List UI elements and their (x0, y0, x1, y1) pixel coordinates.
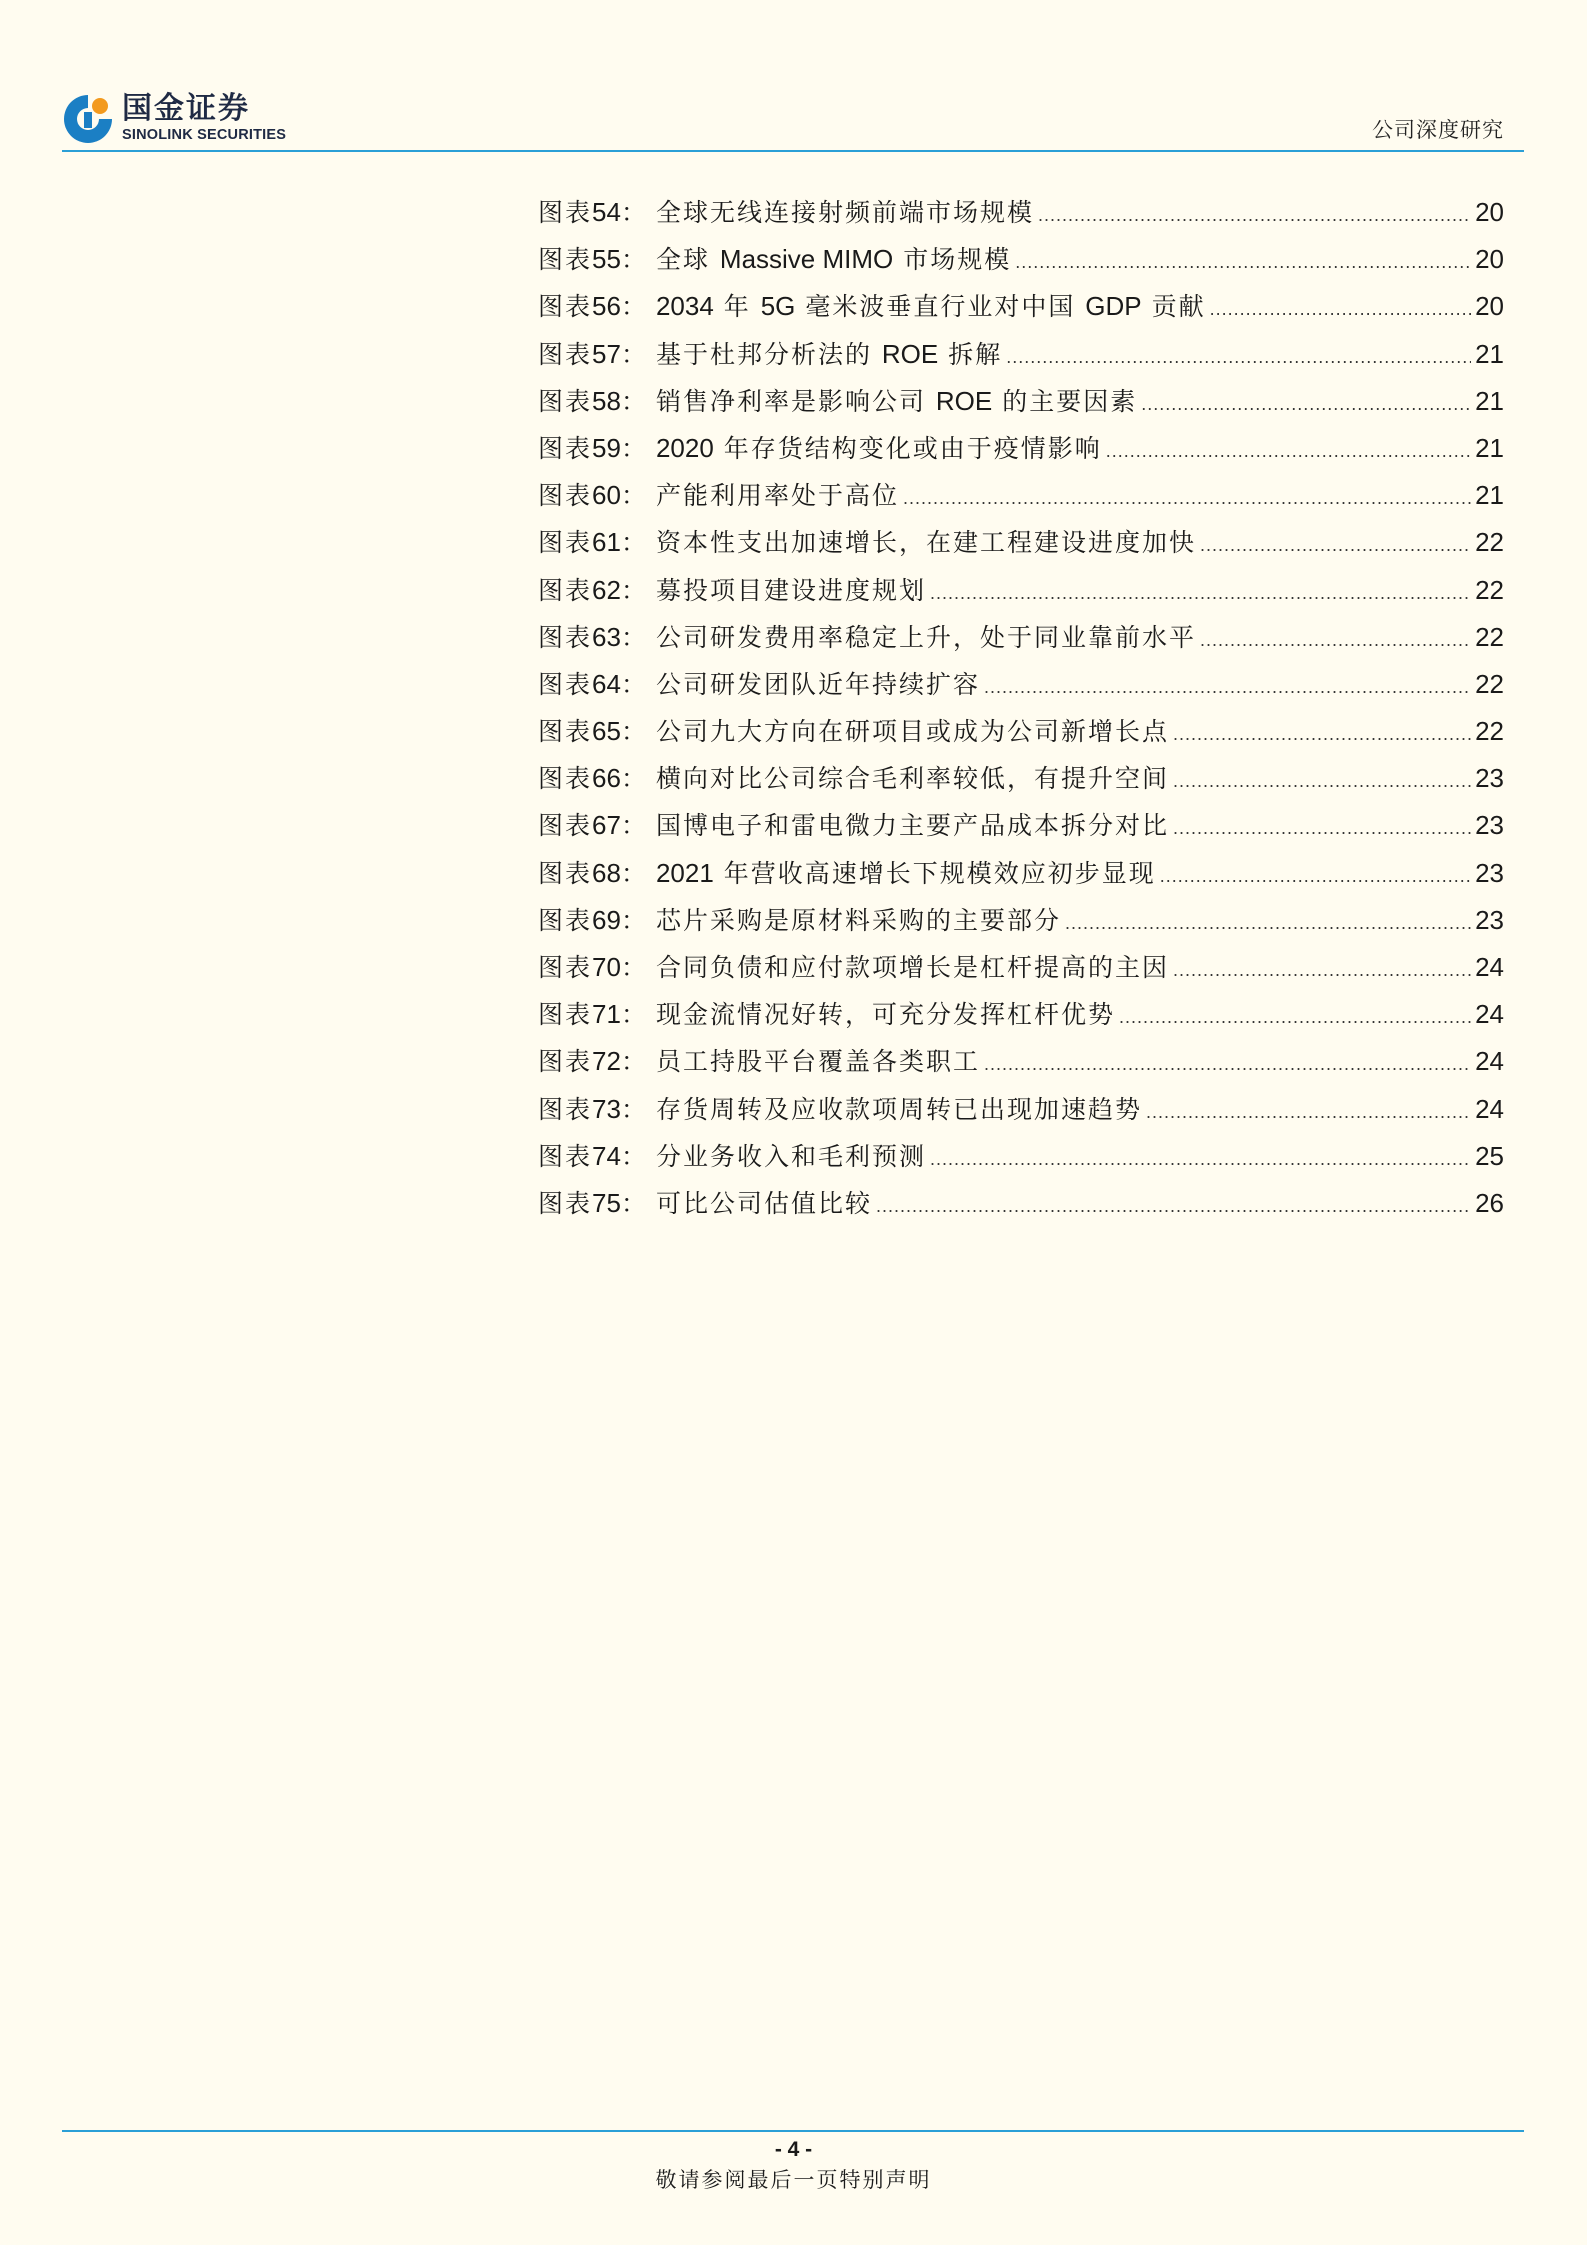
toc-entry-number: 74 (592, 1140, 621, 1171)
toc-entry-prefix: 图表 (538, 905, 593, 935)
toc-entry-number: 66 (592, 763, 621, 794)
toc-entry-colon: ： (620, 433, 646, 463)
toc-entry-colon: ： (620, 386, 646, 416)
toc-entry-title: 存货周转及应收款项周转已出现加速趋势 (655, 1094, 1142, 1124)
toc-dot-leader (1106, 428, 1471, 475)
toc-entry-page: 24 (1475, 999, 1504, 1030)
toc-dot-leader (1173, 758, 1471, 805)
toc-entry-page: 21 (1475, 385, 1504, 416)
toc-entry-number: 72 (592, 1046, 621, 1077)
toc-dot-leader (984, 1041, 1471, 1088)
toc-entry-title: 2021 年营收高速增长下规模效应初步显现 (655, 857, 1156, 888)
toc-entry-colon: ： (620, 717, 646, 747)
toc-entry[interactable] (538, 1133, 1504, 1180)
toc-entry-prefix: 图表 (538, 1000, 593, 1030)
toc-entry-prefix: 图表 (538, 1094, 593, 1124)
toc-entry-prefix: 图表 (538, 386, 593, 416)
toc-entry-prefix: 图表 (538, 953, 593, 982)
toc-entry-prefix: 图表 (538, 528, 593, 558)
toc-entry-title: 基于杜邦分析法的 ROE 拆解 (655, 338, 1003, 369)
toc-dot-leader (1015, 239, 1471, 286)
toc-dot-leader (1146, 1089, 1471, 1136)
toc-dot-leader (1210, 286, 1471, 333)
toc-entry-number: 70 (592, 952, 621, 982)
toc-entry[interactable] (538, 1086, 1504, 1133)
toc-entry-prefix: 图表 (538, 292, 593, 322)
toc-entry-title: 合同负债和应付款项增长是杠杆提高的主因 (655, 953, 1169, 982)
toc-entry-colon: ： (620, 339, 646, 369)
toc-entry-title: 2020 年存货结构变化或由于疫情影响 (655, 432, 1102, 463)
toc-entry[interactable] (538, 708, 1504, 755)
toc-entry-prefix: 图表 (538, 811, 593, 841)
toc-entry-prefix: 图表 (538, 339, 593, 369)
logo-chinese-name: 国金证券 (122, 91, 250, 126)
toc-dot-leader (876, 1183, 1471, 1230)
toc-entry[interactable] (538, 519, 1504, 566)
toc-entry-colon: ： (620, 1141, 646, 1171)
toc-entry-number: 54 (592, 197, 621, 227)
toc-entry-title: 现金流情况好转，可充分发挥杠杆优势 (655, 1000, 1115, 1030)
toc-entry-colon: ： (620, 953, 646, 982)
toc-entry-prefix: 图表 (538, 764, 593, 794)
toc-dot-leader (1006, 334, 1471, 381)
toc-entry-page: 20 (1475, 244, 1504, 275)
toc-entry-page: 22 (1475, 621, 1504, 652)
toc-entry[interactable] (538, 236, 1504, 283)
sinolink-logo (62, 90, 286, 146)
toc-entry-number: 60 (592, 480, 621, 511)
header-divider (62, 150, 1524, 152)
toc-entry[interactable] (538, 425, 1504, 472)
sinolink-logo-icon (62, 92, 114, 144)
toc-entry-page: 25 (1475, 1140, 1504, 1171)
toc-entry[interactable] (538, 1038, 1504, 1085)
toc-entry[interactable] (538, 283, 1504, 330)
toc-entry-colon: ： (620, 622, 646, 652)
toc-entry-colon: ： (620, 811, 646, 841)
toc-entry-page: 21 (1475, 338, 1504, 369)
toc-entry-prefix: 图表 (538, 575, 593, 605)
toc-entry-page: 22 (1475, 716, 1504, 747)
toc-entry-page: 22 (1475, 574, 1504, 605)
toc-entry-title: 全球 Massive MIMO 市场规模 (655, 244, 1012, 275)
toc-dot-leader (930, 1136, 1471, 1183)
toc-entry-prefix: 图表 (538, 1047, 593, 1077)
toc-entry-title: 资本性支出加速增长，在建工程建设进度加快 (655, 528, 1196, 558)
toc-entry-title: 公司九大方向在研项目或成为公司新增长点 (655, 717, 1169, 747)
figure-list (538, 189, 1504, 1227)
toc-entry[interactable] (538, 189, 1504, 236)
toc-entry-colon: ： (620, 1188, 646, 1218)
toc-entry-number: 68 (592, 857, 621, 888)
toc-entry-prefix: 图表 (538, 669, 593, 699)
toc-entry-page: 22 (1475, 668, 1504, 699)
toc-entry-title: 芯片采购是原材料采购的主要部分 (655, 905, 1061, 935)
toc-entry-number: 59 (592, 432, 621, 463)
toc-entry-prefix: 图表 (538, 1188, 593, 1218)
toc-entry-colon: ： (620, 858, 646, 888)
toc-dot-leader (1160, 853, 1471, 900)
toc-entry-page: 24 (1475, 1046, 1504, 1077)
toc-dot-leader (930, 570, 1471, 617)
toc-dot-leader (1173, 805, 1471, 852)
toc-entry-colon: ： (620, 1047, 646, 1077)
footer-disclaimer: 敬请参阅最后一页特别声明 (655, 2168, 932, 2192)
toc-dot-leader (1141, 381, 1471, 428)
toc-entry-page: 20 (1475, 291, 1504, 322)
toc-entry-colon: ： (620, 1000, 646, 1030)
toc-entry-prefix: 图表 (538, 198, 593, 227)
toc-dot-leader (1200, 522, 1471, 569)
toc-entry-page: 23 (1475, 810, 1504, 841)
toc-entry-title: 员工持股平台覆盖各类职工 (655, 1047, 980, 1077)
toc-entry-colon: ： (620, 481, 646, 511)
toc-entry-colon: ： (620, 245, 646, 275)
toc-entry-prefix: 图表 (538, 622, 593, 652)
toc-entry-number: 61 (592, 527, 621, 558)
toc-entry-number: 71 (592, 999, 621, 1030)
toc-entry-title: 公司研发费用率稳定上升，处于同业靠前水平 (655, 622, 1196, 652)
toc-entry-title: 横向对比公司综合毛利率较低，有提升空间 (655, 764, 1169, 794)
toc-entry-page: 23 (1475, 857, 1504, 888)
toc-entry-colon: ： (620, 575, 646, 605)
toc-entry[interactable] (538, 614, 1504, 661)
toc-entry-page: 22 (1475, 527, 1504, 558)
toc-entry[interactable] (538, 850, 1504, 897)
toc-entry-colon: ： (620, 292, 646, 322)
toc-entry-colon: ： (620, 905, 646, 935)
toc-entry[interactable] (538, 661, 1504, 708)
toc-entry-page: 24 (1475, 1093, 1504, 1124)
toc-entry[interactable] (538, 755, 1504, 802)
toc-entry-page: 24 (1475, 952, 1504, 982)
toc-entry-colon: ： (620, 669, 646, 699)
document-type: 公司深度研究 (1372, 118, 1504, 142)
page-number: - 4 - (774, 2138, 813, 2161)
toc-entry-title: 公司研发团队近年持续扩容 (655, 669, 980, 699)
toc-entry-number: 62 (592, 574, 621, 605)
toc-entry-number: 73 (592, 1093, 621, 1124)
toc-entry[interactable] (538, 991, 1504, 1038)
toc-entry-prefix: 图表 (538, 481, 593, 511)
toc-entry-title: 募投项目建设进度规划 (655, 575, 926, 605)
toc-entry[interactable] (538, 802, 1504, 849)
toc-entry-number: 56 (592, 291, 621, 322)
toc-entry-prefix: 图表 (538, 717, 593, 747)
toc-entry-title: 产能利用率处于高位 (655, 481, 899, 511)
toc-dot-leader (1119, 994, 1471, 1041)
logo-english-name: SINOLINK SECURITIES (122, 127, 287, 143)
toc-entry-number: 69 (592, 904, 621, 935)
page-header (62, 90, 1524, 150)
footer-divider (62, 2130, 1524, 2132)
toc-entry-number: 63 (592, 621, 621, 652)
toc-entry-number: 65 (592, 716, 621, 747)
toc-entry-number: 67 (592, 810, 621, 841)
toc-dot-leader (1038, 192, 1471, 239)
toc-entry[interactable] (538, 1180, 1504, 1227)
toc-entry-number: 55 (592, 244, 621, 275)
toc-entry[interactable] (538, 897, 1504, 944)
toc-entry-title: 销售净利率是影响公司 ROE 的主要因素 (655, 385, 1138, 416)
toc-dot-leader (1173, 947, 1471, 994)
toc-entry-prefix: 图表 (538, 1141, 593, 1171)
toc-entry-colon: ： (620, 764, 646, 794)
toc-dot-leader (1173, 711, 1471, 758)
toc-entry-prefix: 图表 (538, 433, 593, 463)
toc-entry-colon: ： (620, 198, 646, 227)
toc-dot-leader (903, 475, 1471, 522)
toc-entry-page: 21 (1475, 480, 1504, 511)
toc-entry-colon: ： (620, 528, 646, 558)
toc-entry-number: 64 (592, 668, 621, 699)
toc-entry-title: 可比公司估值比较 (655, 1188, 872, 1218)
toc-entry[interactable] (538, 378, 1504, 425)
toc-entry-page: 26 (1475, 1187, 1504, 1218)
toc-entry-page: 21 (1475, 432, 1504, 463)
toc-entry-title: 分业务收入和毛利预测 (655, 1141, 926, 1171)
toc-entry[interactable] (538, 567, 1504, 614)
toc-entry-page: 23 (1475, 763, 1504, 794)
toc-entry-prefix: 图表 (538, 858, 593, 888)
toc-dot-leader (1065, 900, 1471, 947)
toc-entry-page: 23 (1475, 904, 1504, 935)
toc-entry-number: 58 (592, 385, 621, 416)
toc-entry-prefix: 图表 (538, 245, 593, 275)
toc-entry[interactable] (538, 331, 1504, 378)
toc-entry-colon: ： (620, 1094, 646, 1124)
toc-entry-page: 20 (1475, 197, 1504, 227)
toc-entry-title: 全球无线连接射频前端市场规模 (655, 198, 1034, 227)
toc-dot-leader (984, 664, 1471, 711)
toc-entry-number: 57 (592, 338, 621, 369)
toc-entry-number: 75 (592, 1187, 621, 1218)
toc-entry-title: 国博电子和雷电微力主要产品成本拆分对比 (655, 811, 1169, 841)
toc-entry-title: 2034 年 5G 毫米波垂直行业对中国 GDP 贡献 (655, 291, 1206, 322)
toc-entry[interactable] (538, 472, 1504, 519)
toc-entry[interactable] (538, 944, 1504, 991)
toc-dot-leader (1200, 617, 1471, 664)
